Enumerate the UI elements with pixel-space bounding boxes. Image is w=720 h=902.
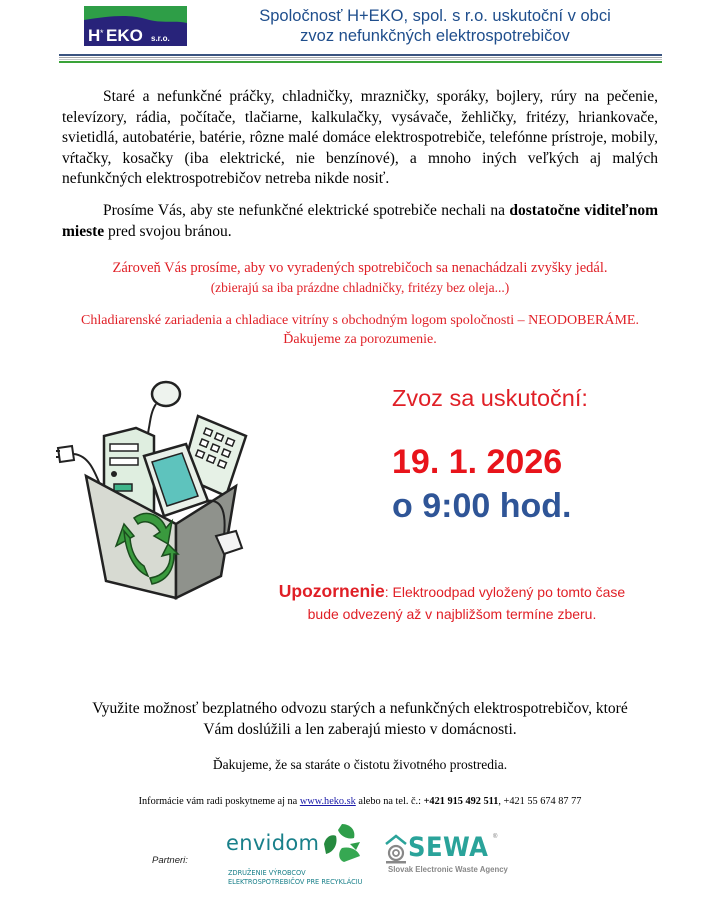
sewa-subtitle: Slovak Electronic Waste Agency xyxy=(388,865,508,874)
collection-heading: Zvoz sa uskutoční: xyxy=(392,385,588,411)
page-title xyxy=(190,6,680,46)
appliance-list-paragraph: Staré a nefunkčné práčky, chladničky, mrazničky, sporáky, bojlery, rúry na pečenie, televízory, rádia, počítače, tlačiarne, kalkulačky, vysávače, žehličky, fritézy, hriankovače, svietidlá, autobatérie, batérie, rôzne malé domáce elektrospotrebiče, telefónne prístroje, mobily, vŕtačky, kosačky (iba elektrické, nie benzínové), a mnoho iných veľkých aj malých nefunkčných elektrospotrebičov netreba nikde nosiť. xyxy=(62,88,658,188)
refrigeration-exclusion-note: Chladiarenské zariadenia a chladiace vitríny s obchodným logom spoločnosti – NEODOBERÁME. Ďakujeme za porozumenie. xyxy=(81,313,639,347)
sewa-name: SEWA xyxy=(408,832,489,863)
collection-date: 19. 1. 2026 xyxy=(392,443,563,481)
recycle-leaf-icon xyxy=(320,822,364,866)
header-divider-gray-2 xyxy=(59,59,662,60)
envidom-subtitle: ZDRUŽENIE VÝROBCOV ELEKTROSPOTREBIČOV PRE RECYKLÁCIU xyxy=(228,869,363,886)
svg-text:H: H xyxy=(88,26,101,45)
placement-request-paragraph: Prosíme Vás, aby ste nefunkčné elektrické spotrebiče nechali na dostatočne viditeľnom mieste pred svojou bránou. xyxy=(62,202,658,240)
svg-text:*: * xyxy=(100,28,104,38)
phone-secondary: +421 55 674 87 77 xyxy=(503,796,582,807)
recycle-bin-electronics-icon xyxy=(56,376,276,601)
free-pickup-message: Využite možnosť bezplatného odvozu starých a nefunkčných elektrospotrebičov, ktoré Vám doslúžili a len zaberajú miesto v domácnosti. xyxy=(92,700,628,738)
sewa-logo xyxy=(382,832,508,882)
heko-logo xyxy=(84,6,187,46)
sewa-house-icon xyxy=(384,834,408,864)
title-line-2: zvoz nefunkčných elektrospotrebičov xyxy=(300,27,570,45)
emphasis-visible-place: dostatočne viditeľnom mieste xyxy=(62,202,658,240)
svg-text:EKO: EKO xyxy=(106,26,143,45)
website-link[interactable]: www.heko.sk xyxy=(299,796,356,807)
header-divider-green xyxy=(59,61,662,63)
svg-text:s.r.o.: s.r.o. xyxy=(151,34,170,43)
partners-label: Partneri: xyxy=(152,855,188,866)
food-remains-note: Zároveň Vás prosíme, aby vo vyradených spotrebičoch sa nenachádzali zvyšky jedál. (zbierajú sa iba prázdne chladničky, fritézy bez oleja...) xyxy=(112,260,608,295)
phone-primary: +421 915 492 511 xyxy=(423,796,499,807)
registered-mark: ® xyxy=(493,834,498,840)
thanks-message: Ďakujeme, že sa staráte o čistotu životného prostredia. xyxy=(212,757,508,772)
collection-time: o 9:00 hod. xyxy=(392,487,572,525)
late-disposal-warning: Upozornenie: Elektroodpad vyložený po tomto čase bude odvezený až v najbližšom termíne zberu. xyxy=(278,581,626,622)
envidom-name: envidom xyxy=(226,831,320,855)
envidom-logo xyxy=(224,822,364,890)
header-divider-gray xyxy=(59,57,662,58)
warning-label: Upozornenie xyxy=(278,581,385,601)
title-line-1: Spoločnosť H+EKO, spol. s r.o. uskutoční v obci xyxy=(259,7,611,25)
contact-info: Informácie vám radi poskytneme aj na www.heko.sk alebo na tel. č.: +421 915 492 511, +421 55 674 87 77 xyxy=(138,796,582,807)
heko-logo-graphic xyxy=(84,6,187,46)
header-divider-blue xyxy=(59,54,662,56)
